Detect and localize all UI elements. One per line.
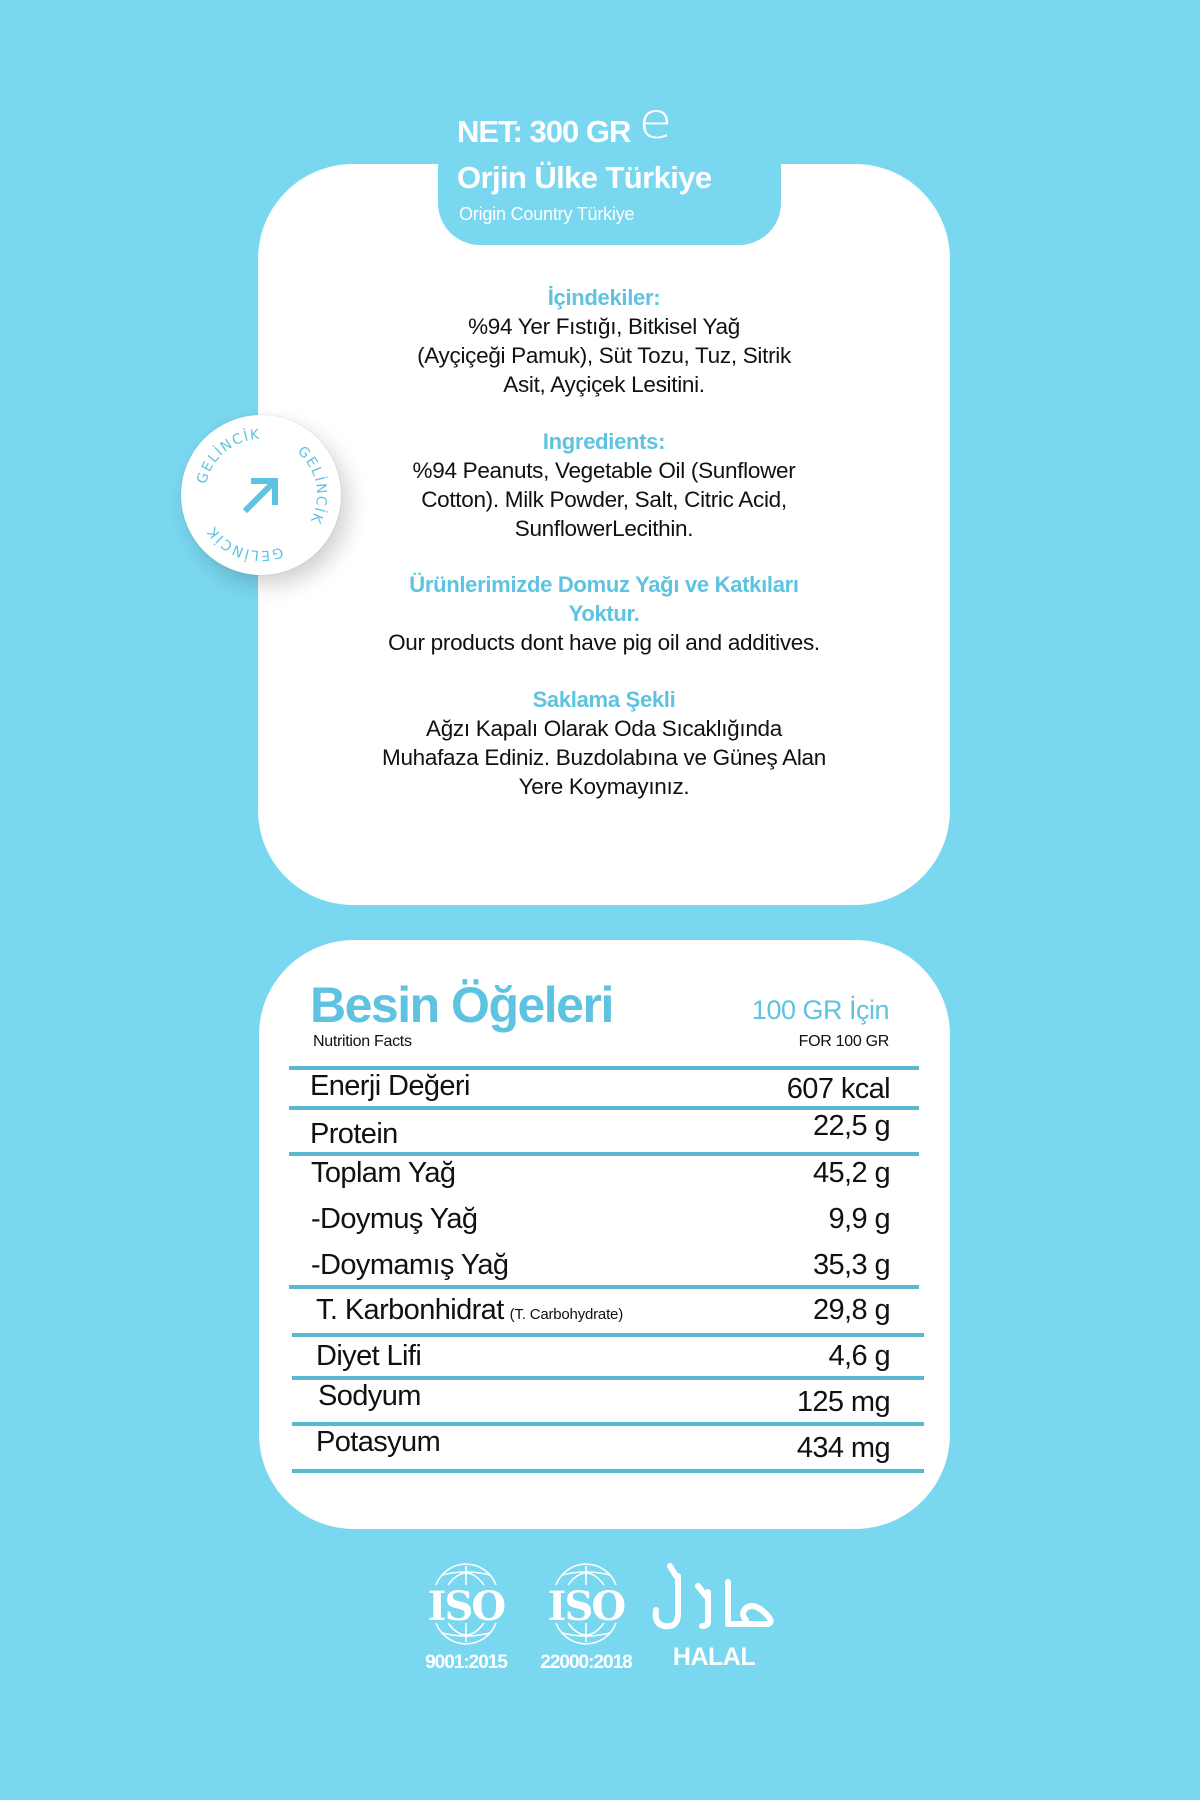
ingredients-tr-heading: İçindekiler:: [547, 285, 661, 310]
table-row: [311, 1155, 890, 1191]
nutrient-value: 125 mg: [796, 1385, 890, 1418]
ingredients-tr-section: [258, 283, 950, 399]
ingredients-en-section: [258, 427, 950, 543]
brand-logo-icon: e: [638, 92, 672, 150]
ingredients-en-heading: Ingredients:: [542, 429, 666, 454]
brand-badge: [181, 415, 341, 575]
nutrient-label-text: T. Karbonhidrat: [316, 1293, 504, 1326]
nutrient-note: (T. Carbohydrate): [509, 1305, 623, 1323]
text-line: Yere Koymayınız.: [518, 774, 690, 799]
nutrient-label: Protein: [310, 1117, 398, 1150]
iso-globe-icon: [418, 1563, 514, 1645]
nutrient-label: [316, 1294, 623, 1327]
net-weight: [457, 92, 672, 150]
text-line: (Ayçiçeği Pamuk), Süt Tozu, Tuz, Sitrik: [417, 343, 791, 368]
badge-ring-icon: [181, 415, 341, 575]
text-line: Muhafaza Ediniz. Buzdolabına ve Güneş Alan: [382, 745, 826, 770]
origin-subtitle: Origin Country Türkiye: [459, 204, 635, 224]
table-row: [316, 1338, 890, 1374]
table-row: [311, 1201, 890, 1237]
nutrient-label: -Doymamış Yağ: [311, 1248, 509, 1281]
text-line: Asit, Ayçiçek Lesitini.: [503, 372, 705, 397]
text-line: Our products dont have pig oil and additives.: [388, 630, 820, 655]
storage-heading: Saklama Şekli: [532, 687, 676, 712]
per-serving-label: 100 GR İçin: [751, 995, 889, 1025]
text-line: %94 Peanuts, Vegetable Oil (Sunflower: [412, 458, 796, 483]
nutrient-value: 4,6 g: [828, 1339, 890, 1372]
arrow-up-right-icon: [247, 481, 275, 509]
svg-text:GELİNCİK: GELİNCİK: [294, 443, 330, 527]
text-line: Ürünlerimizde Domuz Yağı ve Katkıları: [409, 572, 799, 597]
text-line: SunflowerLecithin.: [514, 516, 694, 541]
nutrient-label: -Doymuş Yağ: [311, 1202, 478, 1235]
svg-text:GELİNCİK: GELİNCİK: [194, 426, 262, 486]
iso-22000-cert: [538, 1563, 634, 1674]
iso-9001-cert: [418, 1563, 514, 1674]
notice-text: [258, 628, 950, 657]
notice-section: [258, 570, 950, 657]
table-rule: [292, 1333, 924, 1337]
storage-text: [258, 714, 950, 801]
nutrient-label: Potasyum: [316, 1425, 441, 1458]
text-line: Yoktur.: [568, 601, 640, 626]
nutrient-value: 35,3 g: [812, 1248, 890, 1281]
cert-label: 22000:2018: [540, 1652, 632, 1673]
notice-heading: [258, 570, 950, 628]
halal-icon: [650, 1562, 778, 1638]
nutrition-subtitle: Nutrition Facts: [313, 1033, 412, 1050]
cert-label: HALAL: [672, 1643, 756, 1671]
nutrient-value: 29,8 g: [812, 1293, 890, 1326]
table-row: [310, 1068, 890, 1104]
nutrient-label: Diyet Lifi: [316, 1339, 422, 1372]
svg-text:ISO: ISO: [427, 1583, 505, 1630]
origin-title: Orjin Ülke Türkiye: [457, 160, 712, 195]
cert-label: 9001:2015: [425, 1652, 507, 1673]
storage-section: [258, 685, 950, 801]
nutrient-label: Toplam Yağ: [311, 1156, 456, 1189]
svg-text:ISO: ISO: [547, 1583, 625, 1630]
text-line: Ağzı Kapalı Olarak Oda Sıcaklığında: [426, 716, 782, 741]
nutrient-value: 22,5 g: [812, 1109, 890, 1142]
table-row: [316, 1292, 890, 1328]
nutrient-label: Enerji Değeri: [310, 1069, 470, 1102]
table-row: [310, 1109, 890, 1152]
table-row: [316, 1425, 890, 1464]
nutrition-title: Besin Öğeleri: [310, 977, 613, 1033]
nutrient-value: 434 mg: [796, 1431, 890, 1464]
svg-text:GELİNCİK: GELİNCİK: [204, 522, 285, 564]
text-line: Cotton). Milk Powder, Salt, Citric Acid,: [421, 487, 787, 512]
iso-globe-icon: [538, 1563, 634, 1645]
nutrient-value: 45,2 g: [812, 1156, 890, 1189]
per-serving-sublabel: FOR 100 GR: [798, 1033, 889, 1050]
table-rule: [292, 1469, 924, 1473]
nutrient-label: Sodyum: [318, 1379, 421, 1412]
ingredients-tr-text: [258, 312, 950, 399]
nutrient-value: 607 kcal: [786, 1072, 890, 1105]
ingredients-en-text: [258, 456, 950, 543]
halal-cert: [650, 1562, 778, 1672]
nutrient-value: 9,9 g: [828, 1202, 890, 1235]
table-row: [311, 1247, 890, 1283]
table-row: [318, 1379, 890, 1418]
text-line: %94 Yer Fıstığı, Bitkisel Yağ: [468, 314, 740, 339]
net-weight-label: NET: 300 GR: [457, 114, 631, 149]
table-rule: [289, 1285, 919, 1289]
